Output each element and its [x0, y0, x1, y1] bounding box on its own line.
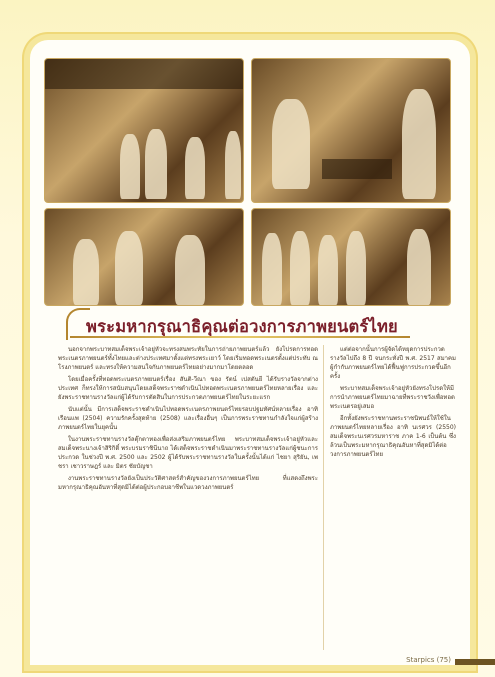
- paragraph: โดยเมื่อครั้งที่ทอดพระเนตรภาพยนตร์เรื่อง สันติ-วีณา ของ รัตน์ เปสตันยี ได้รับรางวัลจากต่างประเทศ ก็ทรงให้การสนับสนุนโดยเสด็จพระราชดำเนินไปทอดพระเนตรภาพยนตร์ไทยหลายเรื่อง และยังพระราชทานรางวัลแก่ผู้ได้รับการตัดสินในการประกวดภาพยนตร์ไทยในระยะแรก: [58, 376, 318, 401]
- paragraph: อีกทั้งยังพระราชทานพระราชนิพนธ์ให้ใช้ในภาพยนตร์ไทยหลายเรื่อง อาทิ นเรศวร (2550) สมเด็จพระนเรศวรมหาราช ภาค 1-6 เป็นต้น ซึ่งล้วนเป็นพระมหากรุณาธิคุณอันหาที่สุดมิได้ต่อวงการภาพยนตร์ไทย: [330, 415, 456, 458]
- paragraph: พระบาทสมเด็จพระเจ้าอยู่หัวยังทรงโปรดให้มีการนำภาพยนตร์ไทยมาฉายที่พระราชวังเพื่อทอดพระเนตรอยู่เสมอ: [330, 385, 455, 410]
- paragraph: งานพระราชทานรางวัลยังเป็นประวัติศาสตร์สำคัญของวงการภาพยนตร์ไทย ที่แสดงถึงพระมหากรุณาธิคุณอันหาที่สุดมิได้ต่อผู้ประกอบอาชีพในแวดวงภาพยนตร์: [58, 475, 318, 491]
- paragraph: นอกจากพระบาทสมเด็จพระเจ้าอยู่หัวจะทรงสนพระทัยในการถ่ายภาพยนตร์แล้ว ยังโปรดการทอดพระเนตรภาพยนตร์ทั้งไทยและต่างประเทศมาตั้งแต่ทรงพระเยาว์ โดยเริ่มทอดพระเนตรตั้งแต่ประทับ ณ โรงภาพยนตร์ และทรงให้ความสนใจกับภาพยนตร์ไทยอย่างมากมาโดยตลอด: [58, 346, 318, 371]
- column-divider: [323, 345, 324, 650]
- heading-underline: [70, 336, 410, 338]
- photo-theatre-premiere: [44, 58, 244, 203]
- paragraph: ในงานพระราชทานรางวัลตุ๊กตาทองเพื่อส่งเสริมภาพยนตร์ไทย พระบาทสมเด็จพระเจ้าอยู่หัวและสมเด็จพระนางเจ้าสิริกิติ์ พระบรมราชินีนาถ ได้เสด็จพระราชดำเนินมาพระราชทานรางวัลแก่ผู้ชนะการประกวด ในช่วงปี พ.ศ. 2500 และ 2502 ผู้ได้รับพระราชทานรางวัลในครั้งนั้นได้แก่ ไชยา สุริยัน, เพชรา เชาวราษฎร์ และ มิตร ชัยบัญชา: [58, 436, 318, 470]
- photo-actresses-lineup: [251, 208, 451, 306]
- article-body-right: [330, 345, 456, 462]
- photo-award-ceremony: [251, 58, 451, 203]
- paragraph: นับแต่นั้น มีการเสด็จพระราชดำเนินไปทอดพระเนตรภาพยนตร์ไทยรอบปฐมทัศน์หลายเรื่อง อาทิ เรือนแพ (2504) ความรักครั้งสุดท้าย (2508) และเรื่องอื่นๆ เป็นการพระราชทานกำลังใจแก่ผู้สร้างภาพยนตร์ไทยในยุคนั้น: [58, 406, 318, 431]
- page-footer: [385, 655, 495, 669]
- paragraph: แต่ต่อจากนั้นการผู้จัดได้หยุดการประกวดรางวัลไปถึง 8 ปี จนกระทั่งปี พ.ศ. 2517 สมาคมผู้กำกับภาพยนตร์ไทยได้ฟื้นฟูการประกวดขึ้นอีกครั้ง: [330, 346, 456, 380]
- photo-royal-reception: [44, 208, 244, 306]
- article-body-left: [58, 345, 318, 495]
- article-title: พระมหากรุณาธิคุณต่อวงการภาพยนตร์ไทย: [86, 317, 398, 336]
- page-number: Starpics (75): [406, 656, 451, 664]
- article-heading: [70, 312, 410, 340]
- footer-bar: [455, 659, 495, 665]
